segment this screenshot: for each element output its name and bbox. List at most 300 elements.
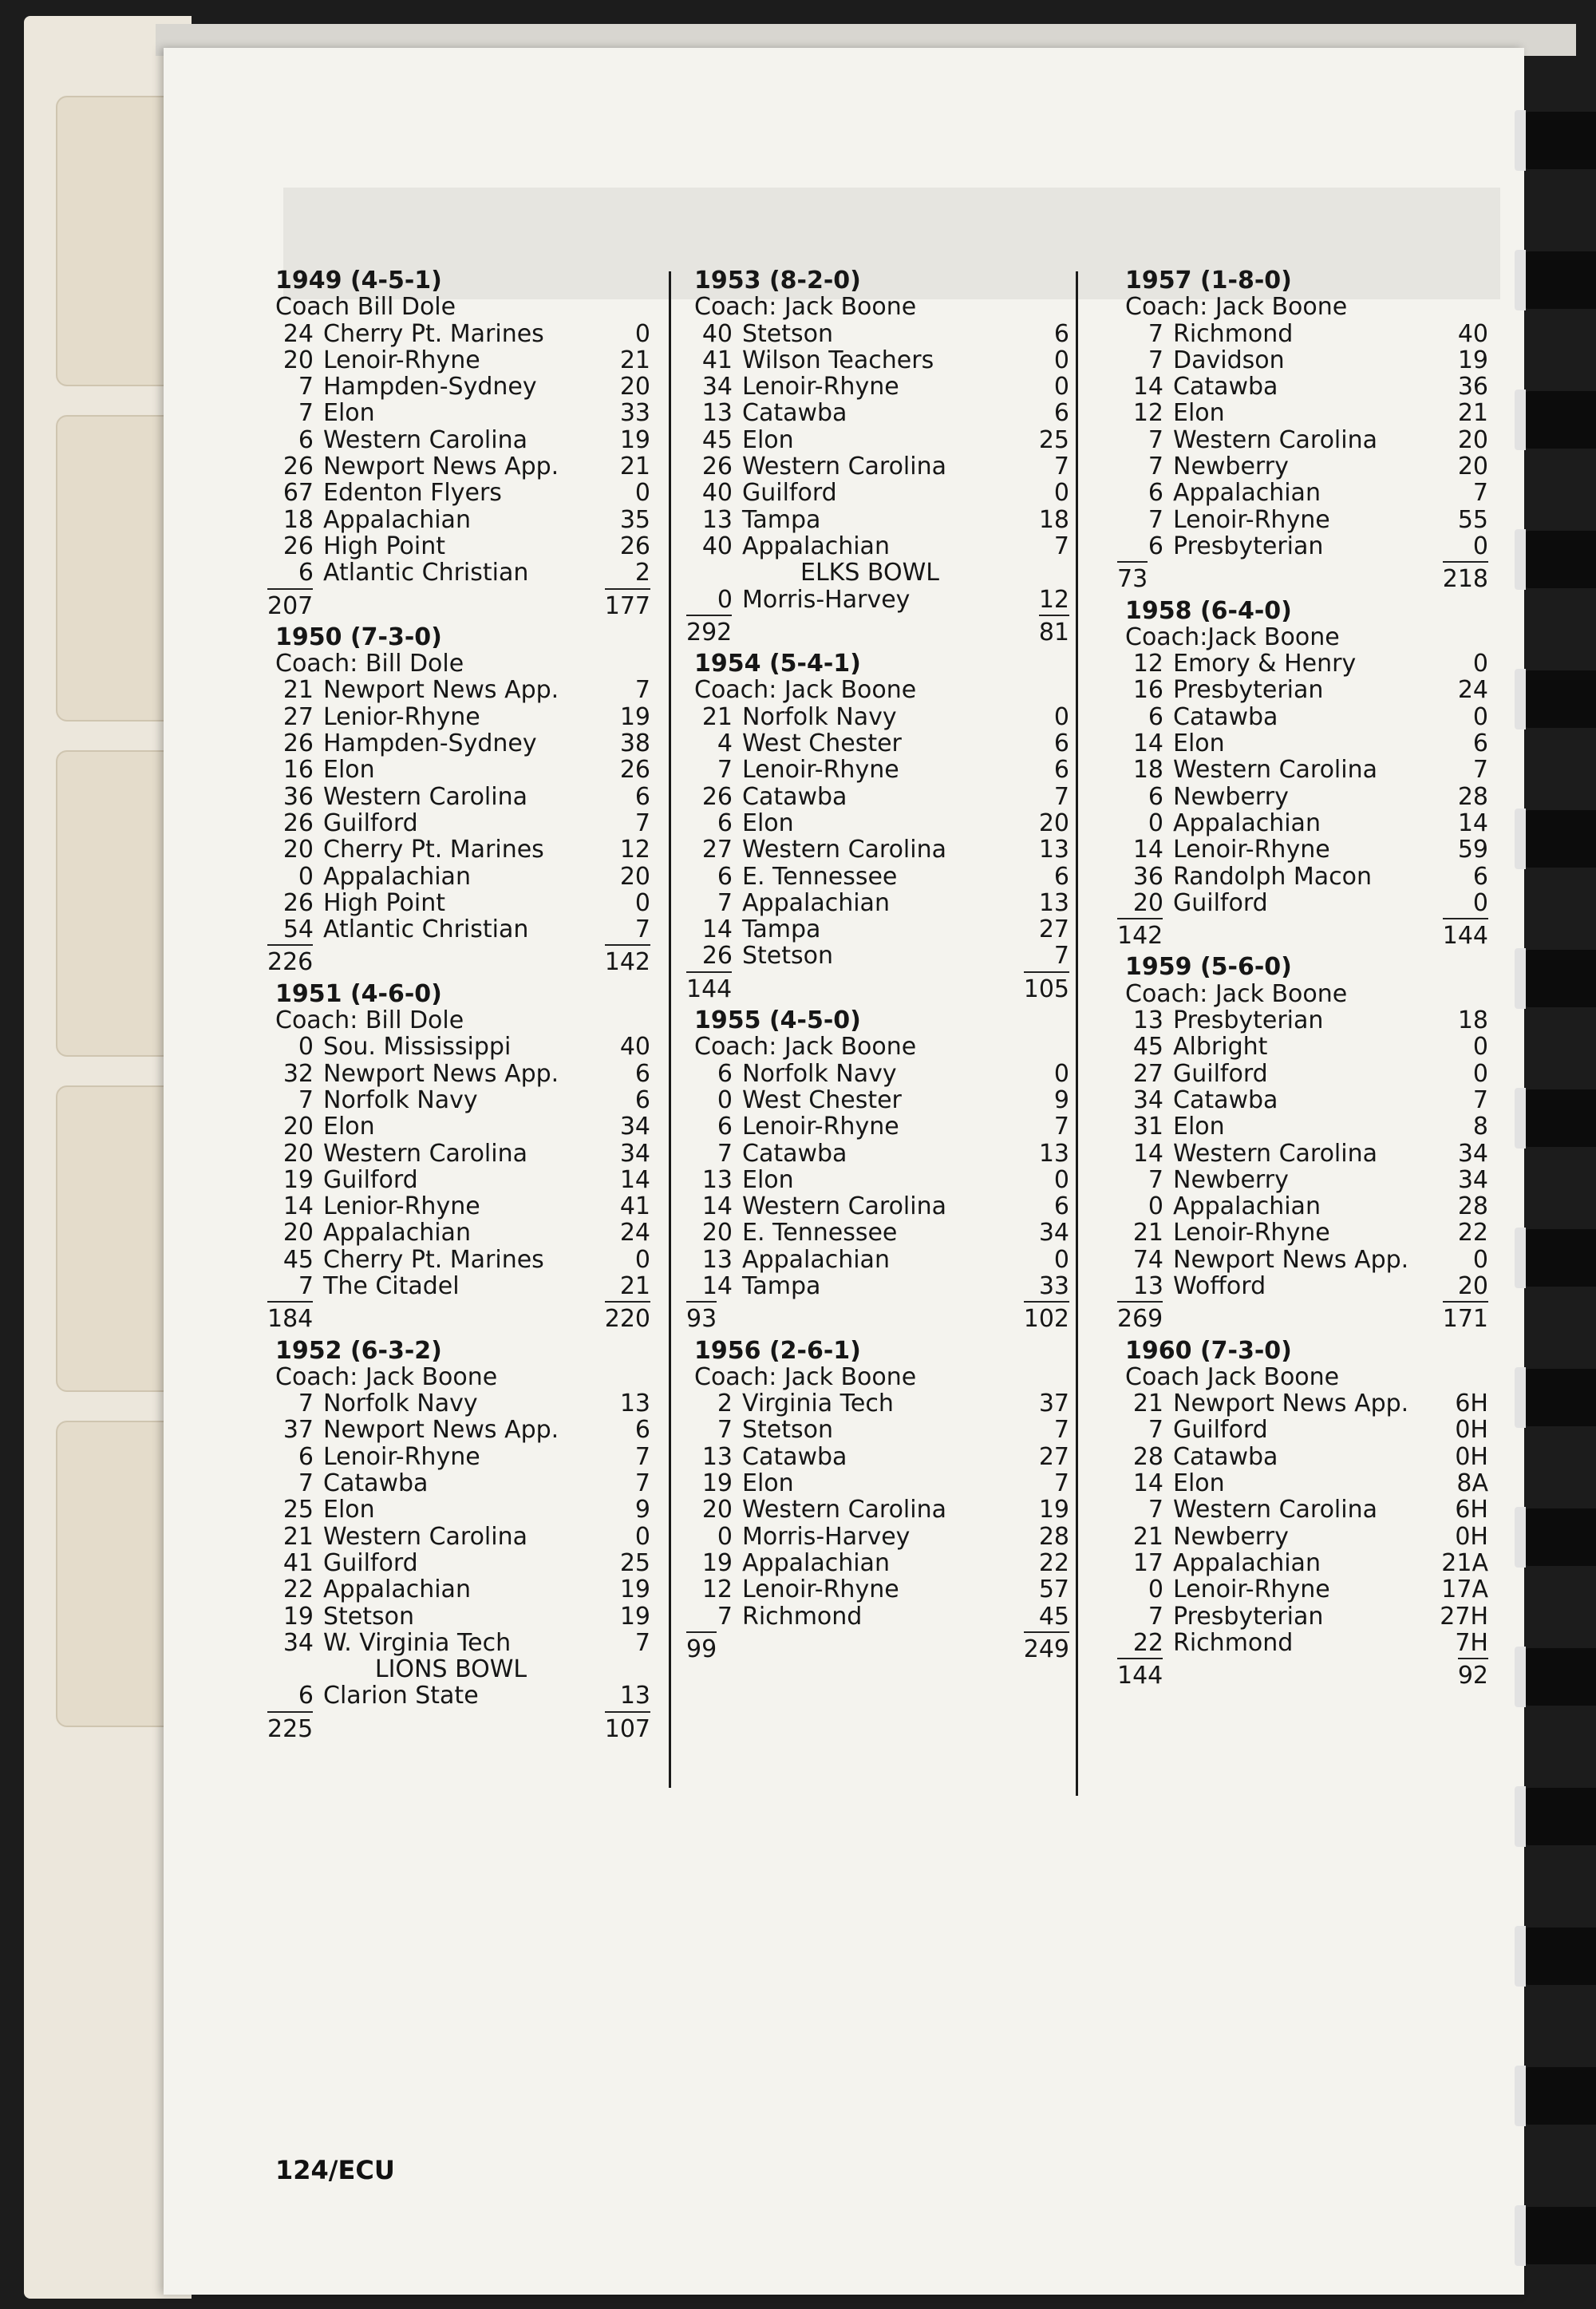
- opponent-score: 0: [1053, 1165, 1069, 1194]
- coach-line: Coach Bill Dole: [275, 293, 456, 322]
- opponent-score: 21: [1457, 399, 1488, 428]
- game-row: [694, 1220, 1069, 1246]
- opponent-name: Elon: [323, 756, 375, 785]
- opponent-score: 0: [634, 1522, 650, 1551]
- season-block: [1117, 1336, 1488, 1690]
- opponent-total: 105: [1024, 971, 1069, 1002]
- game-row: [1125, 1087, 1488, 1113]
- opponent-name: Lenoir-Rhyne: [1173, 505, 1330, 534]
- game-row: [275, 374, 650, 400]
- ecu-score: 13: [1132, 1006, 1163, 1035]
- opponent-score: 21: [619, 1271, 650, 1300]
- opponent-name: Catawba: [742, 782, 847, 811]
- opponent-score: 7H: [1455, 1628, 1488, 1657]
- game-row: [1125, 1113, 1488, 1140]
- opponent-score: 7: [1472, 1085, 1488, 1114]
- opponent-score: 6: [1053, 1192, 1069, 1221]
- ecu-score: 45: [1132, 1033, 1163, 1062]
- game-row: [694, 890, 1069, 916]
- opponent-score: 14: [619, 1165, 650, 1194]
- opponent-score: 0: [634, 479, 650, 508]
- opponent-score: 6: [1053, 729, 1069, 758]
- game-row: [1125, 533, 1488, 559]
- game-row: [275, 1444, 650, 1470]
- season-block: [1117, 596, 1488, 951]
- game-row: [1125, 1630, 1488, 1656]
- game-row: [275, 864, 650, 890]
- opponent-score: 0: [1472, 532, 1488, 560]
- opponent-name: Tampa: [742, 915, 821, 944]
- game-row: [275, 1576, 650, 1603]
- opponent-name: E. Tennessee: [742, 862, 898, 891]
- opponent-score: 36: [1457, 373, 1488, 401]
- opponent-score: 41: [619, 1192, 650, 1221]
- coach-line: Coach: Jack Boone: [694, 1033, 917, 1062]
- game-row: [694, 810, 1069, 836]
- ecu-score: 12: [1132, 399, 1163, 428]
- season-totals: [267, 944, 650, 977]
- opponent-name: Western Carolina: [1173, 756, 1377, 785]
- game-row: [694, 1193, 1069, 1220]
- game-row: [1125, 321, 1488, 347]
- opponent-score: 18: [1457, 1006, 1488, 1035]
- game-row: [275, 1550, 650, 1576]
- game-row: [275, 1087, 650, 1113]
- season-totals: [686, 971, 1069, 1003]
- opponent-score: 0: [1472, 1245, 1488, 1274]
- ecu-score: 0: [298, 862, 314, 891]
- opponent-score: 34: [1457, 1139, 1488, 1168]
- season-title: 1954 (5-4-1): [694, 650, 861, 678]
- opponent-name: Guilford: [323, 1165, 418, 1194]
- opponent-name: Lenoir-Rhyne: [1173, 836, 1330, 864]
- game-row: [1125, 1417, 1488, 1443]
- column-middle: [686, 267, 1069, 1824]
- opponent-score: 0: [1053, 479, 1069, 508]
- opponent-score: 0: [1472, 1033, 1488, 1062]
- opponent-score: 19: [619, 702, 650, 731]
- game-row: [275, 400, 650, 426]
- ecu-score: 6: [717, 809, 733, 837]
- ecu-score: 26: [282, 809, 314, 837]
- opponent-name: Norfolk Navy: [323, 1390, 478, 1418]
- spiral-ring: [1524, 1508, 1596, 1566]
- index-tab: [56, 750, 179, 1057]
- ecu-score: 34: [282, 1628, 314, 1657]
- ecu-score: 67: [282, 479, 314, 508]
- game-row: [275, 1141, 650, 1167]
- opponent-name: Lenoir-Rhyne: [323, 1442, 480, 1471]
- opponent-score: 6: [634, 1416, 650, 1445]
- ecu-score: 22: [1132, 1628, 1163, 1657]
- game-row: [1125, 1576, 1488, 1603]
- game-row: [1125, 864, 1488, 890]
- ecu-score: 40: [701, 479, 733, 508]
- game-row: [694, 730, 1069, 757]
- opponent-score: 28: [1457, 782, 1488, 811]
- opponent-score: 9: [1053, 1085, 1069, 1114]
- opponent-name: Elon: [742, 809, 794, 837]
- opponent-score: 6: [1053, 756, 1069, 785]
- season-block: [267, 623, 650, 977]
- opponent-total: 107: [605, 1711, 650, 1742]
- opponent-name: Western Carolina: [323, 425, 527, 454]
- opponent-name: Elon: [742, 1165, 794, 1194]
- game-row: [275, 1113, 650, 1140]
- ecu-total: 225: [267, 1711, 313, 1742]
- opponent-total: 218: [1443, 561, 1488, 592]
- game-row: [694, 1141, 1069, 1167]
- opponent-score: 45: [1038, 1602, 1069, 1631]
- game-row: [694, 507, 1069, 533]
- ecu-score: 41: [282, 1548, 314, 1577]
- ecu-total: 93: [686, 1301, 717, 1332]
- opponent-name: West Chester: [742, 1085, 902, 1114]
- game-row: [275, 453, 650, 480]
- ecu-score: 14: [1132, 1139, 1163, 1168]
- ecu-score: 26: [701, 782, 733, 811]
- spiral-ring: [1524, 1927, 1596, 1985]
- spiral-ring: [1524, 810, 1596, 868]
- game-row: [694, 427, 1069, 453]
- opponent-name: Stetson: [742, 942, 834, 971]
- opponent-name: Albright: [1173, 1033, 1268, 1062]
- ecu-score: 0: [1148, 809, 1163, 837]
- opponent-score: 19: [619, 1576, 650, 1604]
- opponent-name: Guilford: [323, 1548, 418, 1577]
- ecu-score: 0: [717, 1085, 733, 1114]
- spiral-ring: [1524, 1089, 1596, 1147]
- ecu-score: 7: [1148, 425, 1163, 454]
- coach-line: Coach: Jack Boone: [1125, 979, 1348, 1008]
- season-block: [686, 1006, 1069, 1334]
- game-row: [1125, 836, 1488, 863]
- opponent-name: Newport News App.: [1173, 1245, 1409, 1274]
- opponent-score: 7: [634, 676, 650, 705]
- opponent-name: High Point: [323, 888, 445, 917]
- ecu-score: 6: [298, 1682, 314, 1710]
- game-row: [275, 730, 650, 757]
- ecu-score: 21: [282, 676, 314, 705]
- game-row: [694, 453, 1069, 480]
- ecu-score: 14: [282, 1192, 314, 1221]
- game-row: [1125, 1034, 1488, 1060]
- season-totals: [1117, 1301, 1488, 1334]
- coach-line: Coach: Jack Boone: [275, 1362, 498, 1391]
- opponent-name: Appalachian: [1173, 1192, 1321, 1221]
- opponent-total: 171: [1443, 1301, 1488, 1332]
- index-tab: [56, 415, 179, 722]
- opponent-name: Appalachian: [323, 505, 471, 534]
- game-row: [1125, 1390, 1488, 1417]
- opponent-name: Lenior-Rhyne: [323, 702, 480, 731]
- ecu-score: 14: [701, 1192, 733, 1221]
- opponent-score: 20: [1457, 453, 1488, 481]
- season-totals: [686, 615, 1069, 646]
- game-row: [694, 1390, 1069, 1417]
- opponent-name: Catawba: [742, 1139, 847, 1168]
- opponent-name: Hampden-Sydney: [323, 373, 537, 401]
- opponent-name: E. Tennessee: [742, 1219, 898, 1247]
- game-row: [1125, 757, 1488, 783]
- game-row: [1125, 704, 1488, 730]
- game-row: [275, 1603, 650, 1630]
- game-row: [694, 400, 1069, 426]
- ecu-score: 7: [1148, 1165, 1163, 1194]
- opponent-score: 0: [1053, 1245, 1069, 1274]
- opponent-score: 6: [634, 1059, 650, 1088]
- opponent-name: Presbyterian: [1173, 1602, 1324, 1631]
- ecu-score: 25: [282, 1496, 314, 1524]
- game-row: [1125, 1550, 1488, 1576]
- opponent-score: 20: [1457, 425, 1488, 454]
- ecu-score: 20: [1132, 888, 1163, 917]
- spiral-ring: [1524, 950, 1596, 1007]
- ecu-score: 20: [282, 1139, 314, 1168]
- opponent-name: Appalachian: [1173, 479, 1321, 508]
- ecu-score: 16: [282, 756, 314, 785]
- game-row: [1125, 507, 1488, 533]
- ecu-score: 0: [298, 1033, 314, 1062]
- game-row: [275, 757, 650, 783]
- opponent-score: 20: [1457, 1271, 1488, 1300]
- opponent-name: Lenoir-Rhyne: [742, 756, 899, 785]
- opponent-name: Virginia Tech: [742, 1390, 894, 1418]
- game-row: [1125, 1273, 1488, 1299]
- ecu-total: 207: [267, 588, 313, 619]
- ecu-total: 226: [267, 944, 313, 975]
- ecu-score: 28: [1132, 1442, 1163, 1471]
- ecu-score: 45: [282, 1245, 314, 1274]
- ecu-score: 13: [701, 1165, 733, 1194]
- game-row: [1125, 453, 1488, 480]
- season-totals: [267, 1301, 650, 1334]
- index-tab: [56, 1085, 179, 1392]
- game-row: [1125, 347, 1488, 374]
- ecu-score: 20: [282, 346, 314, 374]
- opponent-score: 18: [1038, 505, 1069, 534]
- opponent-score: 0H: [1455, 1442, 1488, 1471]
- ecu-score: 7: [298, 1390, 314, 1418]
- opponent-score: 22: [1038, 1548, 1069, 1577]
- ecu-score: 7: [1148, 453, 1163, 481]
- opponent-name: Guilford: [1173, 1059, 1268, 1088]
- coach-line: Coach: Jack Boone: [694, 1362, 917, 1391]
- opponent-score: 33: [619, 399, 650, 428]
- ecu-score: 20: [282, 1113, 314, 1141]
- opponent-name: Stetson: [742, 319, 834, 348]
- spiral-ring: [1524, 670, 1596, 728]
- ecu-score: 13: [701, 505, 733, 534]
- ecu-total: 292: [686, 615, 732, 646]
- opponent-name: Catawba: [742, 1442, 847, 1471]
- ecu-score: 14: [701, 915, 733, 944]
- opponent-name: Tampa: [742, 1271, 821, 1300]
- opponent-score: 13: [1038, 1139, 1069, 1168]
- spiral-ring: [1524, 112, 1596, 169]
- ecu-score: 26: [282, 729, 314, 758]
- game-row: [275, 916, 650, 943]
- ecu-score: 7: [717, 1139, 733, 1168]
- ecu-score: 26: [282, 888, 314, 917]
- game-row: [694, 321, 1069, 347]
- opponent-total: 220: [605, 1301, 650, 1332]
- game-row: [275, 1061, 650, 1087]
- season-block: [1117, 267, 1488, 594]
- opponent-name: Cherry Pt. Marines: [323, 1245, 544, 1274]
- opponent-name: Presbyterian: [1173, 532, 1324, 560]
- spiral-ring: [1524, 1788, 1596, 1845]
- opponent-score: 37: [1038, 1390, 1069, 1418]
- column-divider: [669, 271, 671, 1788]
- opponent-score: 24: [1457, 676, 1488, 705]
- game-row: [694, 757, 1069, 783]
- game-row: [1125, 1497, 1488, 1523]
- season-title: 1960 (7-3-0): [1125, 1336, 1292, 1365]
- game-row: [1125, 1603, 1488, 1630]
- ecu-score: 7: [717, 1602, 733, 1631]
- season-title: 1957 (1-8-0): [1125, 267, 1292, 295]
- opponent-name: Catawba: [1173, 1085, 1278, 1114]
- opponent-name: Stetson: [742, 1416, 834, 1445]
- game-row: [1125, 1470, 1488, 1497]
- opponent-score: 20: [619, 373, 650, 401]
- opponent-score: 7: [1053, 1113, 1069, 1141]
- opponent-name: Lenoir-Rhyne: [742, 373, 899, 401]
- game-row: [694, 1444, 1069, 1470]
- season-totals: [686, 1631, 1069, 1663]
- opponent-name: Elon: [1173, 729, 1225, 758]
- opponent-score: 6: [634, 782, 650, 811]
- opponent-name: Western Carolina: [323, 782, 527, 811]
- ecu-score: 20: [701, 1496, 733, 1524]
- opponent-name: Elon: [742, 1469, 794, 1498]
- ecu-score: 34: [701, 373, 733, 401]
- ecu-score: 40: [701, 319, 733, 348]
- game-row: [694, 916, 1069, 943]
- ecu-score: 6: [717, 862, 733, 891]
- ecu-score: 32: [282, 1059, 314, 1088]
- opponent-total: 249: [1024, 1631, 1069, 1663]
- game-row: [694, 1087, 1069, 1113]
- game-row: [275, 1390, 650, 1417]
- ecu-total: 142: [1117, 918, 1163, 949]
- opponent-score: 12: [619, 836, 650, 864]
- opponent-score: 13: [619, 1390, 650, 1418]
- opponent-name: Catawba: [323, 1469, 429, 1498]
- game-row: [1125, 1193, 1488, 1220]
- game-row: [1125, 400, 1488, 426]
- opponent-name: Edenton Flyers: [323, 479, 502, 508]
- ecu-score: 19: [701, 1548, 733, 1577]
- game-row: [694, 1497, 1069, 1523]
- game-row: [694, 587, 1069, 613]
- opponent-score: 9: [634, 1496, 650, 1524]
- ecu-score: 19: [701, 1469, 733, 1498]
- season-totals: [267, 1711, 650, 1743]
- game-row: [275, 677, 650, 703]
- ecu-score: 7: [1148, 346, 1163, 374]
- coach-line: Coach: Bill Dole: [275, 1006, 464, 1035]
- opponent-score: 27: [1038, 915, 1069, 944]
- game-row: [694, 533, 1069, 559]
- ecu-score: 21: [1132, 1522, 1163, 1551]
- opponent-name: Norfolk Navy: [742, 1059, 897, 1088]
- opponent-name: Clarion State: [323, 1682, 479, 1710]
- spiral-ring: [1524, 251, 1596, 309]
- opponent-score: 6H: [1455, 1496, 1488, 1524]
- opponent-score: 7: [1472, 756, 1488, 785]
- opponent-name: Tampa: [742, 505, 821, 534]
- ecu-score: 7: [1148, 1602, 1163, 1631]
- game-row: [694, 784, 1069, 810]
- game-row: [694, 704, 1069, 730]
- opponent-name: Guilford: [1173, 888, 1268, 917]
- opponent-name: Appalachian: [1173, 809, 1321, 837]
- game-row: [694, 1550, 1069, 1576]
- opponent-name: Atlantic Christian: [323, 915, 529, 944]
- opponent-name: Newberry: [1173, 453, 1289, 481]
- game-row: [694, 1113, 1069, 1140]
- opponent-name: Western Carolina: [742, 453, 946, 481]
- opponent-name: Western Carolina: [1173, 1496, 1377, 1524]
- opponent-name: Presbyterian: [1173, 676, 1324, 705]
- season-totals: [686, 1301, 1069, 1334]
- ecu-score: 31: [1132, 1113, 1163, 1141]
- opponent-score: 0: [634, 1245, 650, 1274]
- game-row: [275, 810, 650, 836]
- opponent-name: Presbyterian: [1173, 1006, 1324, 1035]
- opponent-score: 34: [619, 1113, 650, 1141]
- opponent-score: 17A: [1441, 1576, 1488, 1604]
- ecu-score: 7: [298, 1085, 314, 1114]
- game-row: [1125, 1444, 1488, 1470]
- opponent-score: 57: [1038, 1576, 1069, 1604]
- opponent-name: Lenoir-Rhyne: [1173, 1219, 1330, 1247]
- opponent-name: Elon: [1173, 1469, 1225, 1498]
- ecu-score: 27: [1132, 1059, 1163, 1088]
- opponent-score: 21: [619, 346, 650, 374]
- game-row: [694, 374, 1069, 400]
- opponent-name: Norfolk Navy: [742, 702, 897, 731]
- opponent-name: Catawba: [1173, 373, 1278, 401]
- ecu-score: 6: [1148, 782, 1163, 811]
- game-row: [275, 890, 650, 916]
- opponent-score: 7: [634, 1628, 650, 1657]
- ecu-total: 144: [1117, 1658, 1163, 1689]
- opponent-name: Elon: [323, 1496, 375, 1524]
- opponent-name: Appalachian: [742, 1245, 890, 1274]
- opponent-name: Western Carolina: [1173, 1139, 1377, 1168]
- ecu-total: 99: [686, 1631, 717, 1663]
- game-row: [1125, 784, 1488, 810]
- opponent-name: Lenoir-Rhyne: [323, 346, 480, 374]
- ecu-total: 269: [1117, 1301, 1163, 1332]
- season-totals: [1117, 561, 1488, 594]
- opponent-name: Lenior-Rhyne: [323, 1192, 480, 1221]
- season-title: 1949 (4-5-1): [275, 267, 442, 295]
- season-block: [267, 267, 650, 620]
- game-row: [694, 1061, 1069, 1087]
- opponent-score: 27: [1038, 1442, 1069, 1471]
- ecu-score: 74: [1132, 1245, 1163, 1274]
- opponent-name: Western Carolina: [742, 1192, 946, 1221]
- spiral-ring: [1524, 2067, 1596, 2125]
- ecu-score: 0: [717, 585, 733, 614]
- opponent-score: 35: [619, 505, 650, 534]
- opponent-score: 14: [1457, 809, 1488, 837]
- ecu-score: 26: [701, 942, 733, 971]
